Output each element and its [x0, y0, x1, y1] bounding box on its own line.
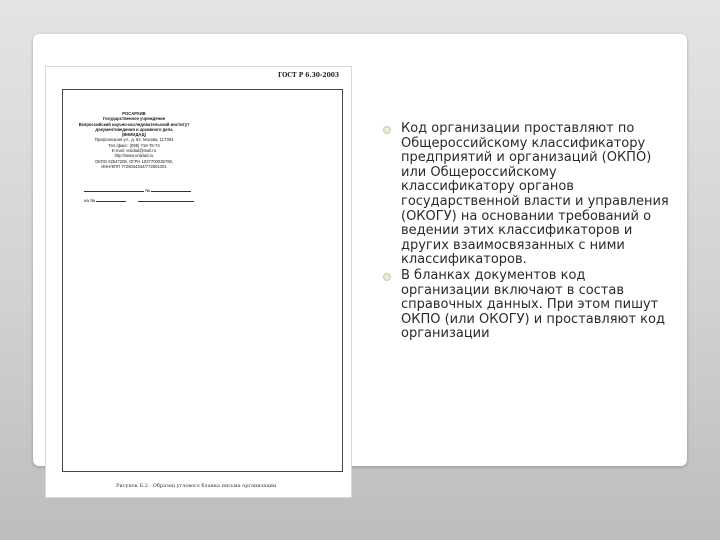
letterhead-line: Государственное учреждение [102, 116, 166, 122]
document-scan [45, 66, 352, 498]
letterhead-line: (ВНИИДАД) [121, 132, 146, 138]
reference-date-line [138, 197, 194, 202]
letterhead-line: Тел./факс: (095) 718-78-74 [108, 142, 160, 148]
letterhead-line: Всероссийский научно-исследовательский институт [78, 121, 190, 127]
bullet-text: Код организации проставляют по Общероссийскому классификатору предприятий и организаций (ОКПО) или Общероссийскому классификатору органов государственной власти и управления (ОКОГУ) на основании требований о ведении этих классификаторов и других взаимосвязанных с ними классификаторов. [401, 121, 669, 268]
date-line [84, 187, 144, 192]
bullet-text: В бланках документов код организации включают в состав справочных данных. При этом пишут ОКПО (или ОКОГУ) и проставляют код организации [401, 267, 665, 342]
reference-label: на № [84, 198, 96, 203]
bullet-marker-icon [383, 126, 391, 134]
letterhead-line: РОСАРХИВ [122, 111, 146, 116]
letterhead-line: ОКПО 02547208, ОГРН 1027700035768, [94, 158, 174, 164]
bullet-list [383, 122, 673, 343]
date-number-field [84, 187, 191, 193]
letterhead-line: E-mail: vniidad@mail.ru [111, 148, 157, 154]
bullet-item [383, 122, 673, 268]
letterhead-line: документоведения и архивного дела [95, 126, 173, 132]
reference-field [84, 197, 194, 203]
gost-label: ГОСТ Р 6.30-2003 [278, 72, 340, 79]
letterhead-line: Профсоюзная ул., д. 82, Москва, 117393 [94, 137, 174, 143]
letterhead-line: ИНН/КПП 7728034344/772801001 [101, 163, 167, 169]
bullet-marker-icon [383, 273, 391, 281]
letterhead-line: http://www.vniidad.ru [114, 153, 154, 159]
reference-number-line [96, 197, 126, 202]
figure-caption: Рисунок Б.2 - Образец углового бланка письма организации [116, 483, 277, 489]
number-label: № [145, 188, 151, 193]
number-line [151, 187, 191, 192]
letterhead [72, 111, 196, 169]
bullet-item [383, 269, 673, 342]
